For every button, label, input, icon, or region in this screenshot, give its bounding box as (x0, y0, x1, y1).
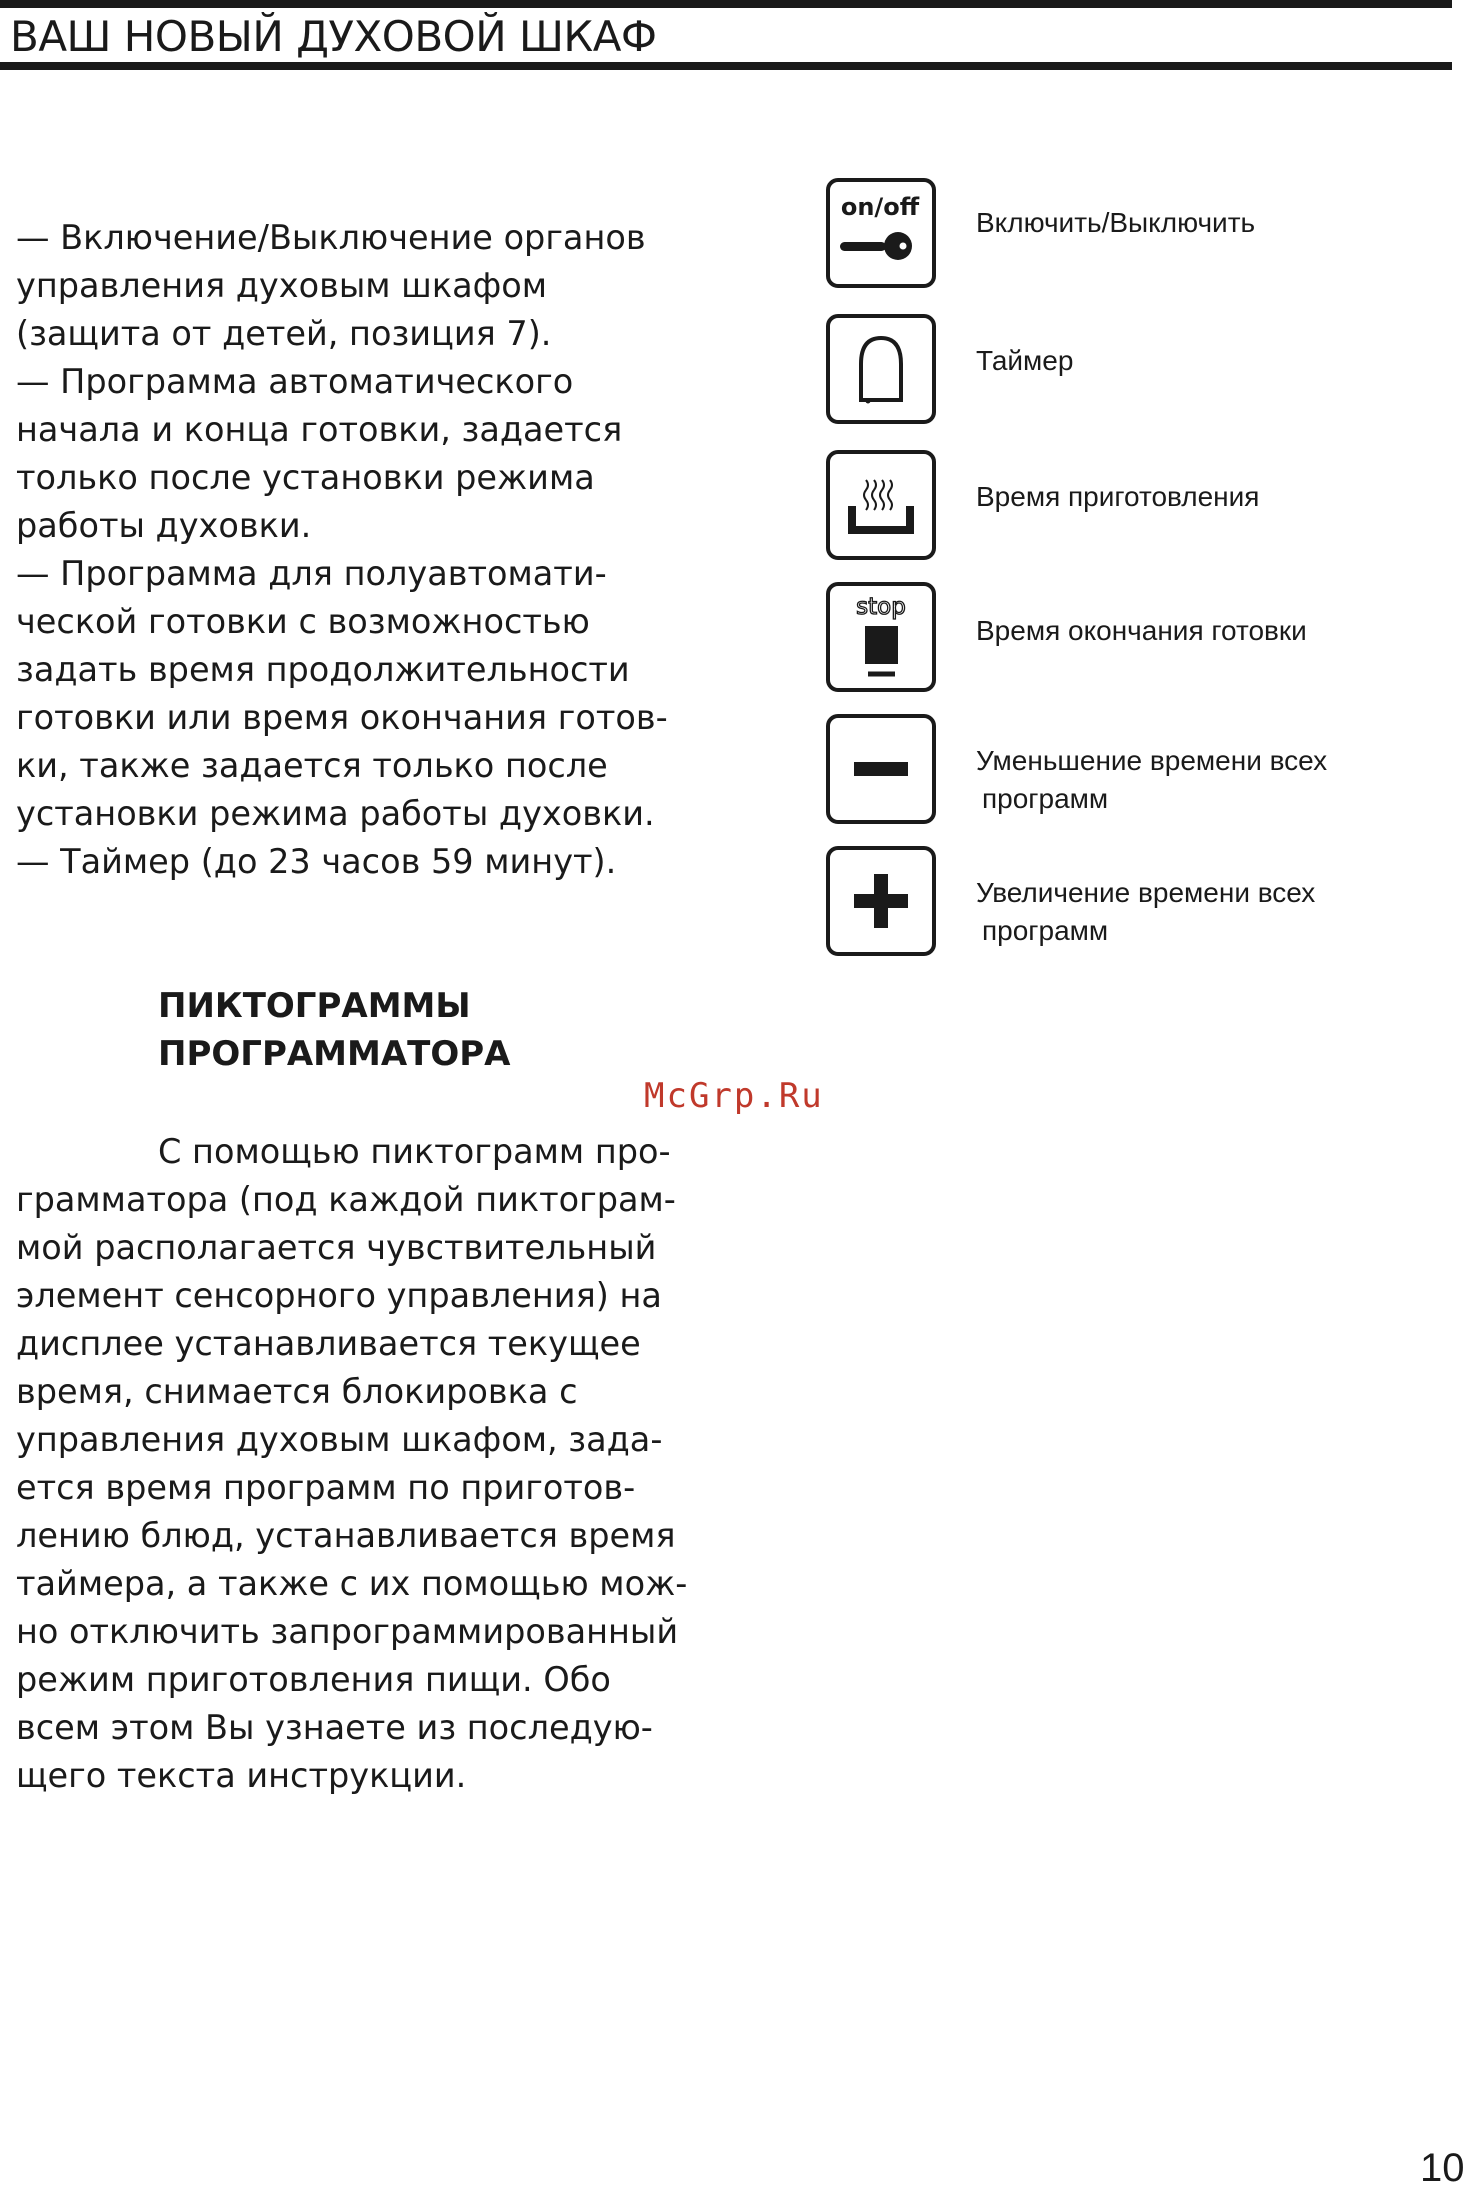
pictogram-label (976, 478, 1259, 516)
page-number: 10 (1420, 2146, 1465, 2190)
section-body-line: элемент сенсорного управления) на (16, 1276, 662, 1315)
plus-icon (826, 846, 936, 956)
pictogram-label-line: Время окончания готовки (976, 615, 1307, 646)
features-line: только после установки режима (16, 458, 595, 497)
pictogram-plus (824, 844, 1464, 956)
header-top-rule (0, 0, 1452, 8)
features-line: работы духовки. (16, 506, 312, 545)
section-body-line: грамматора (под каждой пиктограм- (16, 1180, 676, 1219)
pictogram-label-line: Время приготовления (976, 481, 1260, 512)
section-body (16, 1128, 688, 1800)
section-body-line: С помощью пиктограмм про- (158, 1132, 671, 1171)
section-body-line: щего текста инструкции. (16, 1756, 467, 1795)
features-line: задать время продолжительности (16, 650, 630, 689)
features-line: готовки или время окончания готов- (16, 698, 668, 737)
section-body-line: лению блюд, устанавливается время (16, 1516, 676, 1555)
pictogram-label (976, 742, 1327, 818)
section-body-line: всем этом Вы узнаете из последую- (16, 1708, 653, 1747)
pictogram-label-line: программ (982, 783, 1109, 814)
features-line: — Включение/Выключение органов (16, 218, 646, 257)
on-off-icon-text: on/off (840, 193, 920, 221)
minus-icon (826, 714, 936, 824)
features-line: управления духовым шкафом (16, 266, 548, 305)
pictogram-label (976, 874, 1315, 950)
cooking-time-icon (826, 450, 936, 560)
pictogram-minus (824, 712, 1464, 824)
pictogram-label-line: Уменьшение времени всех (976, 745, 1328, 776)
features-line: — Программа автоматического (16, 362, 574, 401)
section-body-line: таймера, а также с их помощью мож- (16, 1564, 688, 1603)
section-body-line: но отключить запрограммированный (16, 1612, 679, 1651)
pictogram-label-line: программ (982, 915, 1109, 946)
bell-icon (826, 314, 936, 424)
pictogram-cooking-time (824, 448, 1464, 560)
section-heading (158, 982, 510, 1078)
pictogram-timer (824, 312, 1464, 424)
section-heading-line: ПИКТОГРАММЫ (158, 986, 471, 1026)
pictogram-label (976, 204, 1255, 242)
pictogram-label-line: Включить/Выключить (976, 207, 1256, 238)
section-body-line: ется время программ по приготов- (16, 1468, 636, 1507)
section-heading-line: ПРОГРАММАТОРА (158, 1034, 511, 1074)
features-line: установки режима работы духовки. (16, 794, 655, 833)
features-line: — Программа для полуавтомати- (16, 554, 607, 593)
page-title: ВАШ НОВЫЙ ДУХОВОЙ ШКАФ (10, 12, 657, 61)
watermark: McGrp.Ru (644, 1076, 824, 1116)
section-body-line: время, снимается блокировка с (16, 1372, 578, 1411)
pictogram-stop (824, 580, 1464, 692)
pictogram-on-off (824, 176, 1464, 288)
pictogram-label-line: Таймер (976, 345, 1074, 376)
stop-icon (826, 582, 936, 692)
features-list (16, 214, 676, 886)
features-line: начала и конца готовки, задается (16, 410, 623, 449)
pictogram-label (976, 342, 1073, 380)
features-line: (защита от детей, позиция 7). (16, 314, 552, 353)
pictogram-label (976, 612, 1307, 650)
section-body-line: управления духовым шкафом, зада- (16, 1420, 663, 1459)
header-bottom-rule (0, 62, 1452, 70)
section-body-line: режим приготовления пищи. Обо (16, 1660, 611, 1699)
features-line: — Таймер (до 23 часов 59 минут). (16, 842, 617, 881)
section-body-line: дисплее устанавливается текущее (16, 1324, 641, 1363)
features-line: ки, также задается только после (16, 746, 608, 785)
section-body-line: мой располагается чувствительный (16, 1228, 657, 1267)
stop-icon-text: stop (856, 594, 906, 620)
features-line: ческой готовки с возможностью (16, 602, 590, 641)
pictogram-label-line: Увеличение времени всех (976, 877, 1316, 908)
on-off-key-icon (826, 178, 936, 288)
